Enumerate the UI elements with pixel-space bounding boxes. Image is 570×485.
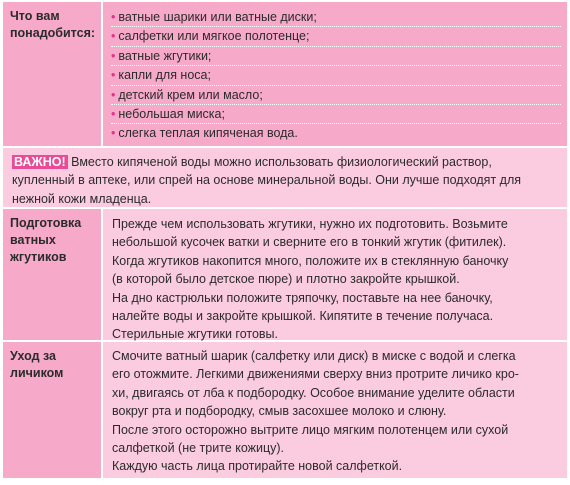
bullet-icon: • [111, 29, 116, 44]
bullet-icon: • [111, 87, 116, 102]
needed-row [3, 2, 567, 148]
preparation-row [3, 209, 567, 342]
list-item: • салфетки или мягкое полотенце; [111, 27, 561, 46]
important-row [3, 148, 567, 209]
list-item: • ватные шарики или ватные диски; [111, 8, 561, 27]
bullet-icon: • [111, 48, 116, 63]
face-care-text: Смочите ватный шарик (салфетку или диск) в миске с водой и слегка его отожмите. Легкими движениями сверху вниз протрите личико кро- хи, двигаясь от лба к подбородку. Особое внимание уделите области вокруг рта и подбородку, смыв засохшее молоко и слюну. После этого осторожно вытрите лицо мягким полотенцем или сухой салфеткой (не трите кожицу). Каждую часть лица протирайте новой салфеткой. [103, 342, 567, 478]
list-item: • слегка теплая кипяченая вода. [111, 126, 298, 141]
bullet-icon: • [111, 106, 116, 121]
needed-list [103, 2, 567, 146]
face-care-label: Уход за личиком [3, 342, 103, 478]
bullet-icon: • [111, 10, 116, 24]
list-item: • ватные жгутики; [111, 47, 561, 66]
important-note: ВАЖНО! Вместо кипяченой воды можно использовать физиологический раствор, купленный в аптеке, или спрей на основе минеральной воды. Они лучше подходят для нежной кожи младенца. [12, 155, 522, 206]
list-item: • капли для носа; [111, 66, 561, 85]
important-badge: ВАЖНО! [14, 155, 66, 169]
face-care-row [3, 342, 567, 478]
list-item: • небольшая миска; [111, 105, 561, 124]
preparation-text: Прежде чем использовать жгутики, нужно их подготовить. Возьмите небольшой кусочек ватки и сверните его в тонкий жгутик (фитилек). Когда жгутиков накопится много, положите их в стеклянную баночку (в которой было детское пюре) и плотно закройте крышкой. На дно кастрюльки положите тряпочку, поставьте на нее баночку, налейте воды и закройте крышкой. Кипятите в течение получаса. Стерильные жгутики готовы. [103, 209, 567, 340]
preparation-label: Подготовка ватных жгутиков [3, 209, 103, 340]
list-item: • детский крем или масло; [111, 86, 561, 105]
bullet-icon: • [111, 68, 116, 83]
bullet-icon: • [111, 126, 116, 141]
needed-label: Что вам понадобится: [3, 2, 103, 146]
